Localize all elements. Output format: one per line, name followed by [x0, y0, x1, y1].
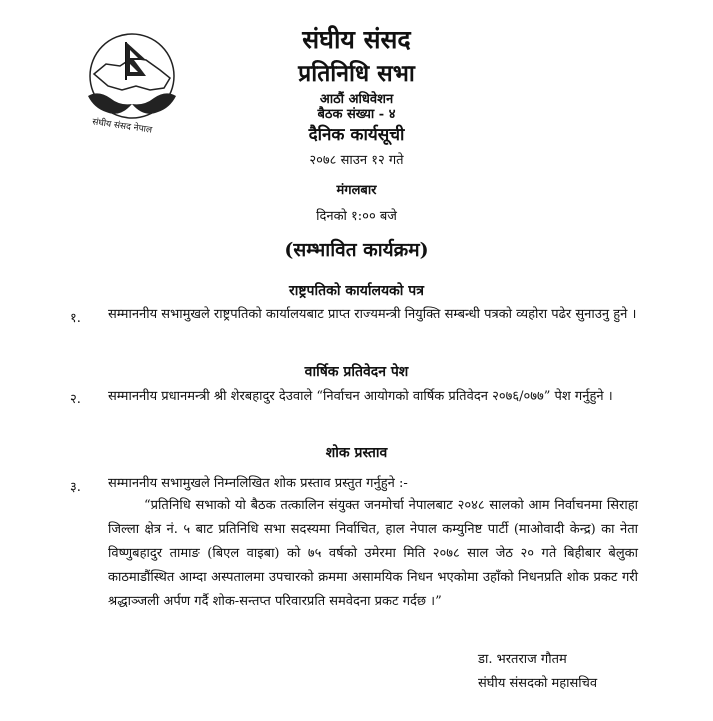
- section-heading: शोक प्रस्ताव: [325, 445, 388, 461]
- page-title: संघीय संसद: [302, 25, 411, 54]
- agenda-title: दैनिक कार्यसूची: [308, 125, 405, 145]
- item-number: २.: [70, 392, 81, 407]
- house-name: प्रतिनिधि सभा: [298, 60, 415, 87]
- session-label: आठौं अधिवेशन: [319, 92, 394, 107]
- agenda-date: २०७८ साउन १२ गते: [309, 153, 404, 168]
- meeting-number: बैठक संख्या - ४: [317, 107, 396, 122]
- program-heading: (सम्भावित कार्यक्रम): [284, 239, 429, 261]
- signatory-name: डा. भरतराज गौतम: [478, 652, 567, 667]
- item-number: १.: [70, 311, 81, 326]
- item-text: सम्माननीय प्रधानमन्त्री श्री शेरबहादुर देउवाले “निर्वाचन आयोगको वार्षिक प्रतिवेदन २०७६/०७७” पेश गर्नुहुने ।: [108, 389, 613, 404]
- agenda-day: मंगलबार: [336, 183, 377, 198]
- agenda-time: दिनको १:०० बजे: [316, 209, 397, 224]
- section-heading: राष्ट्रपतिको कार्यालयको पत्र: [288, 283, 424, 299]
- condolence-quote: “प्रतिनिधि सभाको यो बैठक तत्कालिन संयुक्त जनमोर्चा नेपालबाट २०४८ सालको आम निर्वाचनमा सिराहा जिल्ला क्षेत्र नं. ५ बाट प्रतिनिधि सभा सदस्यमा निर्वाचित, हाल नेपाल कम्युनिष्ट पार्टी (माओवादी केन्द्र) का नेता विष्णुबहादुर तामाङ (बिएल वाइबा) को ७५ वर्षको उमेरमा मिति २०७८ साल जेठ २० गते बिहीबार बेलुका काठमाडौंस्थित आम्दा अस्पतालमा उपचारको क्रममा असामयिक निधन भएकोमा उहाँको निधनप्रति शोक प्रकट गरी श्रद्धाञ्जली अर्पण गर्दै शोक-सन्तप्त परिवारप्रति समवेदना प्रकट गर्दछ ।”: [108, 498, 638, 609]
- item-text: सम्माननीय सभामुखले निम्नलिखित शोक प्रस्ताव प्रस्तुत गर्नुहुने :-: [108, 476, 408, 491]
- item-number: ३.: [70, 480, 81, 495]
- signatory-designation: संघीय संसदको महासचिव: [478, 676, 598, 691]
- item-text: सम्माननीय सभामुखले राष्ट्रपतिको कार्यालयबाट प्राप्त राज्यमन्त्री नियुक्ति सम्बन्धी पत्रको व्यहोरा पढेर सुनाउनु हुने ।: [108, 307, 637, 322]
- section-heading: वार्षिक प्रतिवेदन पेश: [304, 364, 409, 380]
- logo-caption: संघीय संसद नेपाल: [91, 117, 153, 136]
